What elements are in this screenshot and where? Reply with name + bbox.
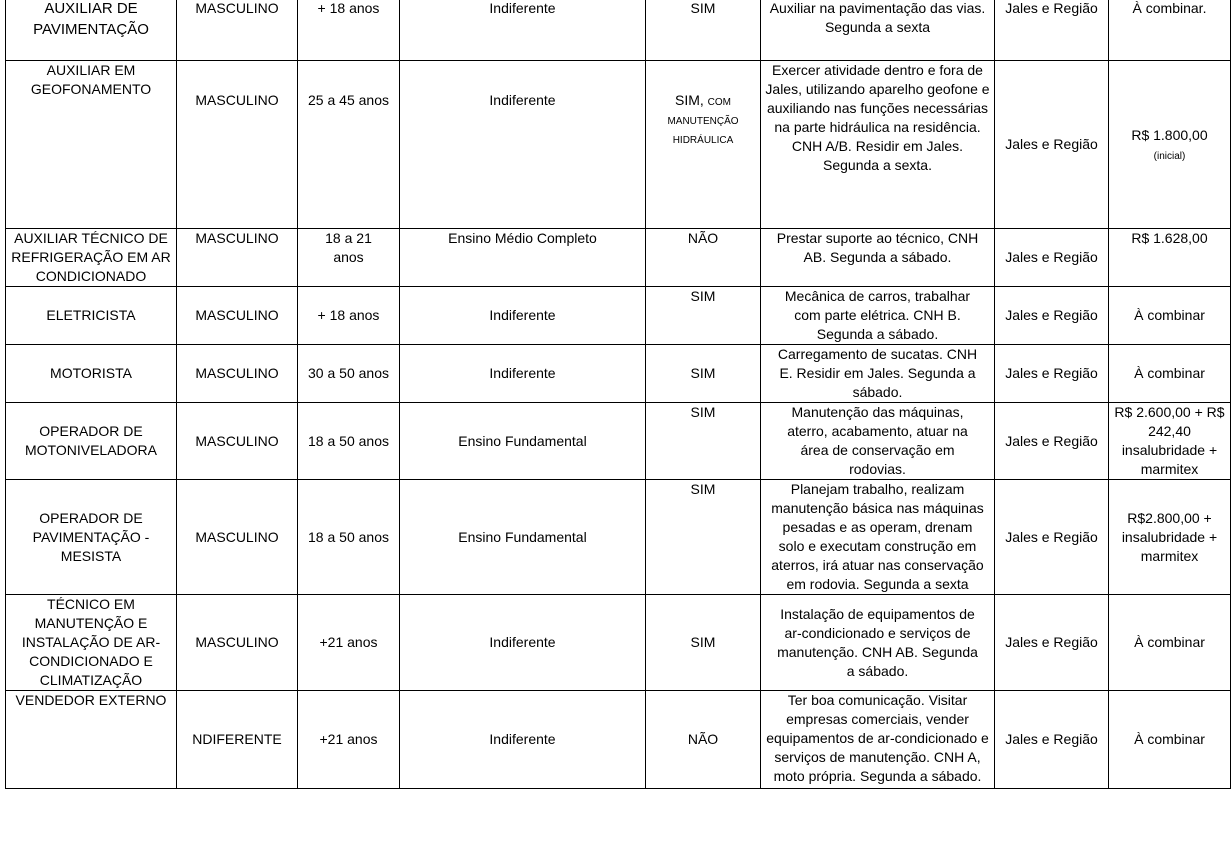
local-cell: Jales e Região	[995, 691, 1109, 789]
descricao-cell: Mecânica de carros, trabalhar com parte elétrica. CNH B. Segunda a sábado.	[761, 287, 995, 345]
local-cell: Jales e Região	[995, 595, 1109, 691]
cargo-cell: TÉCNICO EM MANUTENÇÃO E INSTALAÇÃO DE AR-CONDICIONADO E CLIMATIZAÇÃO	[6, 595, 177, 691]
descricao-cell: Ter boa comunicação. Visitar empresas comerciais, vender equipamentos de ar-condicionado e serviços de manutenção. CNH A, moto própria. Segunda a sábado.	[761, 691, 995, 789]
table-row	[6, 480, 1231, 595]
escolaridade-cell: Indiferente	[400, 691, 646, 789]
local-cell: Jales e Região	[995, 229, 1109, 287]
escolaridade-cell: Indiferente	[400, 287, 646, 345]
sexo-cell: MASCULINO	[177, 480, 298, 595]
cargo-cell: VENDEDOR EXTERNO	[6, 691, 177, 789]
idade-cell: 18 a 21 anos	[298, 229, 400, 287]
experiencia-note: COM MANUTENÇÃO HIDRÁULICA	[667, 97, 739, 146]
idade-cell: + 18 anos	[298, 287, 400, 345]
idade-cell: 18 a 50 anos	[298, 480, 400, 595]
experiencia-cell: NÃO	[646, 229, 761, 287]
local-cell: Jales e Região	[995, 0, 1109, 61]
experiencia-cell: SIM	[646, 0, 761, 61]
experiencia-cell: SIM	[646, 403, 761, 480]
cargo-cell: OPERADOR DE MOTONIVELADORA	[6, 403, 177, 480]
experiencia-cell: SIM	[646, 287, 761, 345]
sexo-cell: MASCULINO	[177, 229, 298, 287]
descricao-cell: Instalação de equipamentos de ar-condicionado e serviços de manutenção. CNH AB. Segunda a sábado.	[761, 595, 995, 691]
salario-cell: À combinar.	[1109, 0, 1231, 61]
sexo-cell: NDIFERENTE	[177, 691, 298, 789]
local-cell: Jales e Região	[995, 345, 1109, 403]
sexo-cell: MASCULINO	[177, 403, 298, 480]
salario-cell: À combinar	[1109, 595, 1231, 691]
escolaridade-cell: Ensino Médio Completo	[400, 229, 646, 287]
cargo-cell: MOTORISTA	[6, 345, 177, 403]
descricao-cell: Manutenção das máquinas, aterro, acabamento, atuar na área de conservação em rodovias.	[761, 403, 995, 480]
salario-cell: R$2.800,00 + insalubridade + marmitex	[1109, 480, 1231, 595]
salario-cell: À combinar	[1109, 287, 1231, 345]
job-listings-table	[5, 0, 1231, 789]
escolaridade-cell: Ensino Fundamental	[400, 480, 646, 595]
sexo-cell: MASCULINO	[177, 287, 298, 345]
table-row	[6, 61, 1231, 229]
salario-note: (inicial)	[1153, 150, 1186, 162]
salario-cell: À combinar	[1109, 345, 1231, 403]
salario-cell: À combinar	[1109, 691, 1231, 789]
sexo-cell: MASCULINO	[177, 0, 298, 61]
idade-cell: 30 a 50 anos	[298, 345, 400, 403]
descricao-cell: Prestar suporte ao técnico, CNH AB. Segunda a sábado.	[761, 229, 995, 287]
table-row	[6, 287, 1231, 345]
idade-cell: +21 anos	[298, 595, 400, 691]
local-cell: Jales e Região	[995, 61, 1109, 229]
sexo-cell: MASCULINO	[177, 595, 298, 691]
table-row	[6, 345, 1231, 403]
experiencia-cell: NÃO	[646, 691, 761, 789]
descricao-cell: Carregamento de sucatas. CNH E. Residir em Jales. Segunda a sábado.	[761, 345, 995, 403]
escolaridade-cell: Indiferente	[400, 595, 646, 691]
escolaridade-cell: Indiferente	[400, 345, 646, 403]
experiencia-cell: SIM	[646, 345, 761, 403]
sexo-cell: MASCULINO	[177, 61, 298, 229]
experiencia-cell: SIM	[646, 480, 761, 595]
local-cell: Jales e Região	[995, 287, 1109, 345]
cargo-cell: ELETRICISTA	[6, 287, 177, 345]
cargo-cell: AUXILIAR TÉCNICO DE REFRIGERAÇÃO EM AR CONDICIONADO	[6, 229, 177, 287]
cargo-cell: OPERADOR DE PAVIMENTAÇÃO - MESISTA	[6, 480, 177, 595]
idade-cell: 25 a 45 anos	[298, 61, 400, 229]
table-row	[6, 403, 1231, 480]
escolaridade-cell: Indiferente	[400, 0, 646, 61]
idade-cell: + 18 anos	[298, 0, 400, 61]
table-row	[6, 229, 1231, 287]
salario-cell: R$ 1.800,00 (inicial)	[1109, 61, 1231, 229]
escolaridade-cell: Ensino Fundamental	[400, 403, 646, 480]
table-row	[6, 595, 1231, 691]
local-cell: Jales e Região	[995, 403, 1109, 480]
idade-cell: +21 anos	[298, 691, 400, 789]
local-cell: Jales e Região	[995, 480, 1109, 595]
descricao-cell: Auxiliar na pavimentação das vias. Segunda a sexta	[761, 0, 995, 61]
idade-cell: 18 a 50 anos	[298, 403, 400, 480]
descricao-cell: Exercer atividade dentro e fora de Jales, utilizando aparelho geofone e auxiliando nas funções necessárias na parte hidráulica na residência. CNH A/B. Residir em Jales. Segunda a sexta.	[761, 61, 995, 229]
table-row	[6, 0, 1231, 61]
cargo-cell: AUXILIAR EM GEOFONAMENTO	[6, 61, 177, 229]
salario-cell: R$ 1.628,00	[1109, 229, 1231, 287]
table-row	[6, 691, 1231, 789]
escolaridade-cell: Indiferente	[400, 61, 646, 229]
cargo-cell: AUXILIAR DE PAVIMENTAÇÃO	[6, 0, 177, 61]
salario-cell: R$ 2.600,00 + R$ 242,40 insalubridade + marmitex	[1109, 403, 1231, 480]
experiencia-cell: SIM	[646, 595, 761, 691]
descricao-cell: Planejam trabalho, realizam manutenção básica nas máquinas pesadas e as operam, drenam solo e executam construção em aterros, irá atuar nas conservação em rodovia. Segunda a sexta	[761, 480, 995, 595]
experiencia-cell: SIM, COM MANUTENÇÃO HIDRÁULICA	[646, 61, 761, 229]
sexo-cell: MASCULINO	[177, 345, 298, 403]
